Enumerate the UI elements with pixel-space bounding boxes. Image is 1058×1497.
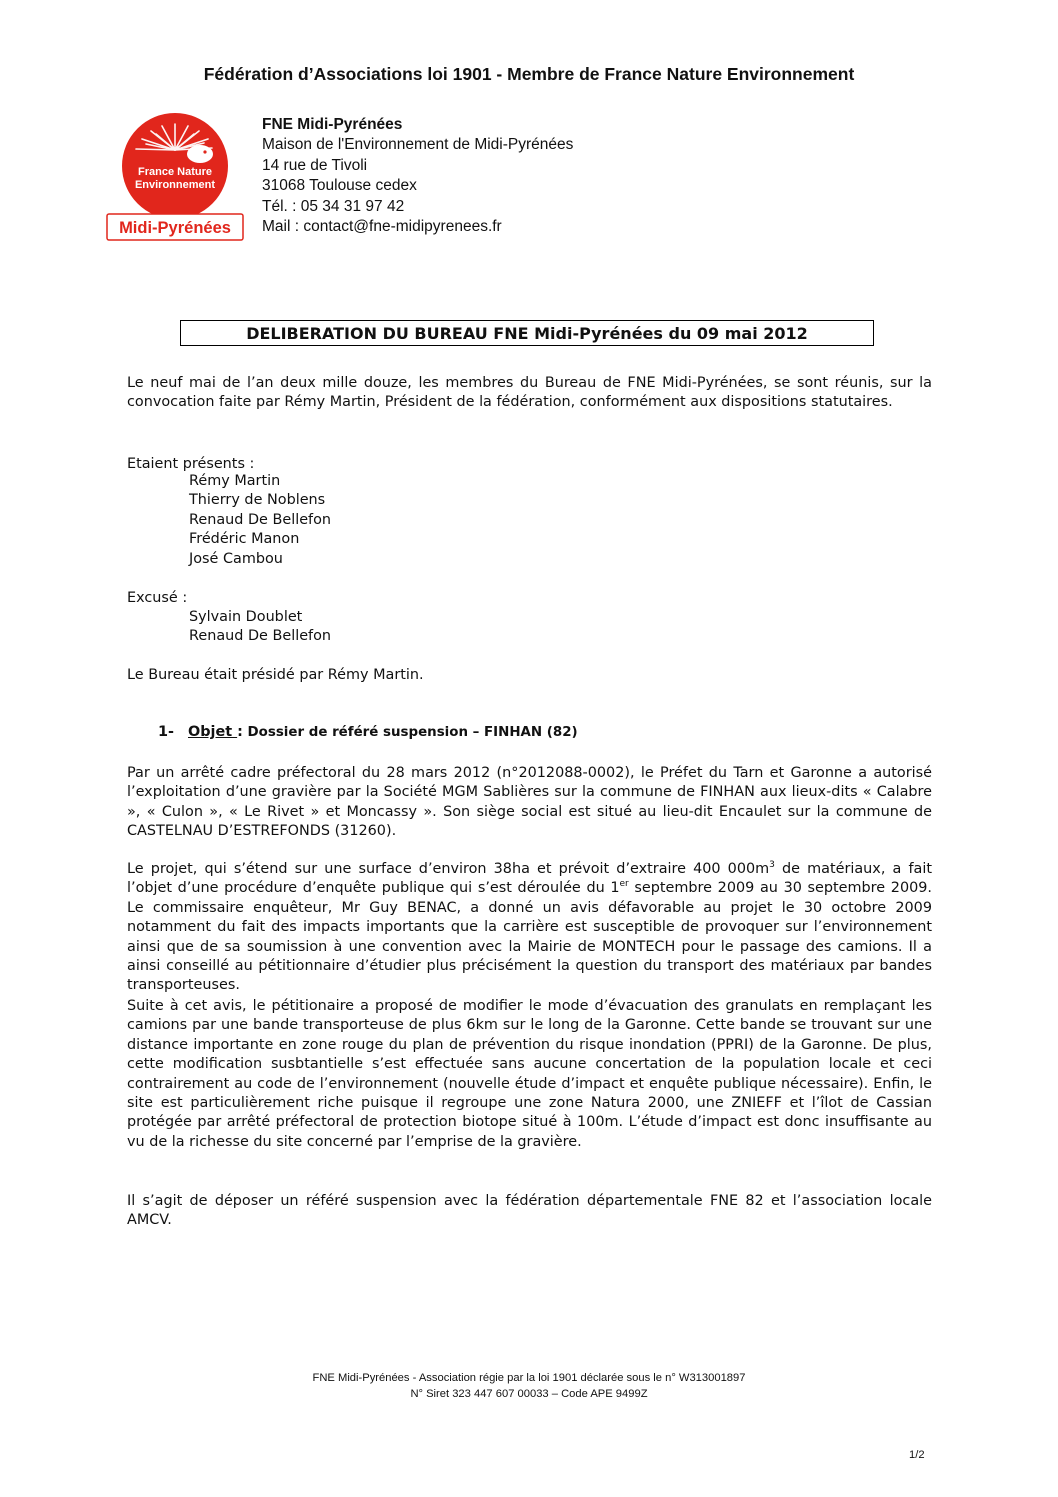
excused-list [189,608,331,647]
footer-line-2: N° Siret 323 447 607 00033 – Code APE 9499Z [410,1388,648,1400]
section-title: Dossier de référé suspension – FINHAN (82) [242,725,578,740]
list-item: Sylvain Doublet [189,609,303,625]
list-item: José Cambou [189,550,283,567]
logo-line2: Environnement [134,179,216,191]
org-name: FNE Midi-Pyrénées [262,116,403,133]
section-paragraph-1: Par un arrêté cadre préfectoral du 28 mars 2012 (n°2012088-0002), le Préfet du Tarn et Garonne a autorisé l’exploitation d’une gravière par la Société MGM Sablières sur la commune de FINHAN aux lieux-dits « Calabre », « Culon », « Le Rivet » et Moncassy ». Son siège social est situé au lieu-dit Encaulet sur la commune de CASTELNAU D’ESTREFONDS (31260). [127,765,932,840]
fne-logo [104,112,246,242]
phone: Tél. : 05 34 31 97 42 [262,197,405,215]
list-item: Thierry de Noblens [189,492,326,509]
chair-line: Le Bureau était présidé par Rémy Martin. [127,667,424,683]
federation-header: Fédération d’Associations loi 1901 - Membre de France Nature Environnement [203,64,855,84]
paragraph-text: de matériaux, a fait l’objet d’une procédure d’enquête publique qui s’est déroulée du 1 [127,861,932,897]
address-line-2: 14 rue de Tivoli [262,156,368,174]
section-paragraph-2 [127,860,932,996]
excused-label: Excusé : [127,590,188,606]
paragraph-text: septembre 2009 au 30 septembre 2009. Le commissaire enquêteur, Mr Guy BENAC, a donné un avis défavorable au projet le 30 octobre 2009 notamment du fait des impacts importants que la carrière est susceptible de provoquer sur l’environnement ainsi que de sa soumission à une convention avec la Mairie de MONTECH pour le passage des camions. Il a ainsi conseillé au pétitionnaire d’étudier plus précisément la question du transport des matériaux par bandes transporteuses. [127,880,932,994]
section-colon: : [237,724,243,740]
superscript: 3 [769,860,775,871]
address-line-3: 31068 Toulouse cedex [262,177,417,195]
superscript: er [619,879,629,890]
intro-paragraph: Le neuf mai de l’an deux mille douze, les membres du Bureau de FNE Midi-Pyrénées, se sont réunis, sur la convocation faite par Rémy Martin, Président de la fédération, conformément aux dispositions statutaires. [127,375,932,411]
present-list [189,472,331,569]
deliberation-title: DELIBERATION DU BUREAU FNE Midi-Pyrénées du 09 mai 2012 [180,320,874,346]
section-object-label: Objet [188,724,238,740]
list-item: Frédéric Manon [189,531,300,548]
logo-line1: France Nature [138,166,212,178]
logo-region: Midi-Pyrénées [119,219,231,237]
section-number: 1- [158,724,174,740]
section-paragraph-4: Il s’agit de déposer un référé suspension avec la fédération départementale FNE 82 et l’association locale AMCV. [127,1193,932,1229]
address-line-1: Maison de l'Environnement de Midi-Pyrénées [262,136,574,154]
section-paragraph-3: Suite à cet avis, le pétitionaire a proposé de modifier le mode d’évacuation des granulats en remplaçant les camions par une bande transporteuse de plus 6km sur le long de la Garonne. Cette bande se trouvant sur une distance importante en zone rouge du plan de prévention du risque inondation (PPRI) de la Garonne. De plus, cette modification susbtantielle s’est effectuée sans aucune concertation de la population locale et ceci contrairement au code de l’environnement (nouvelle étude d’impact et enquête publique nécessaire). Enfin, le site est particulièrement riche puisque il regroupe une zone Natura 2000, une ZNIEFF et l’îlot de Cassian protégée par arrêté préfectoral de protection biotope situé à 100m. L’étude d’impact est donc insuffisante au vu de la richesse du site concerné par l’emprise de la gravière. [127,998,932,1150]
email: Mail : contact@fne-midipyrenees.fr [262,218,502,236]
present-label: Etaient présents : [127,456,255,472]
list-item: Renaud De Bellefon [189,628,332,645]
list-item: Renaud De Bellefon [189,511,332,528]
page-number: 1/2 [909,1449,925,1461]
footer-line-1: FNE Midi-Pyrénées - Association régie par la loi 1901 déclarée sous le n° W313001897 [312,1372,746,1384]
list-item: Rémy Martin [189,473,281,489]
paragraph-text: Le projet, qui s’étend sur une surface d’environ 38ha et prévoit d’extraire 400 000m [127,861,770,877]
address-block [262,115,573,237]
section-heading [158,724,578,740]
